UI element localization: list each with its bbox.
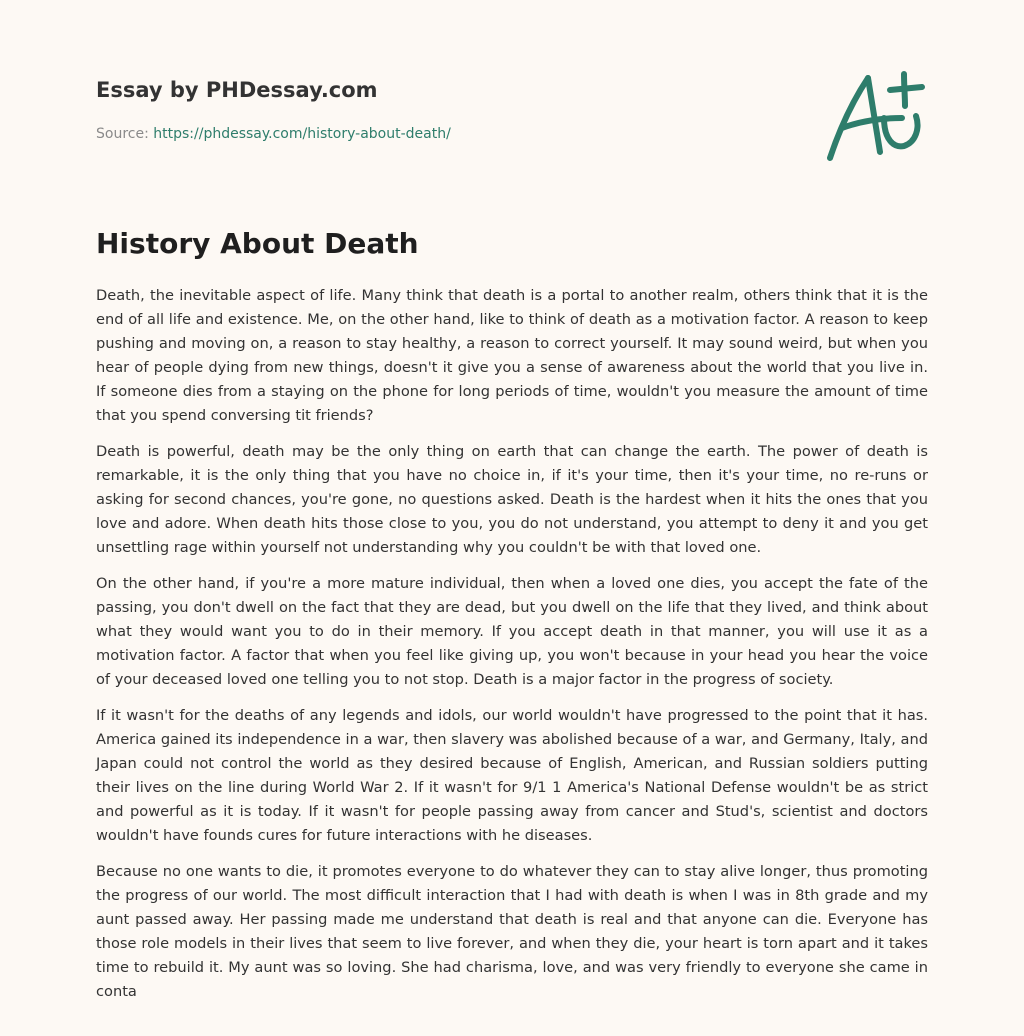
brand-title: Essay by PHDessay.com: [96, 78, 378, 102]
essay-paragraph: If it wasn't for the deaths of any legends and idols, our world wouldn't have progressed to the point that it has. America gained its independence in a war, then slavery was abolished because of a war, and Germany, Italy, and Japan could not control the world as they desired because of English, American, and Russian soldiers putting their lives on the line during World War 2. If it wasn't for 9/1 1 America's National Defense wouldn't be as strict and powerful as it is today. If it wasn't for people passing away from cancer and Stud's, scientist and doctors wouldn't have founds cures for future interactions with he diseases.: [96, 707, 928, 844]
source-line: [96, 124, 451, 144]
essay-paragraph: Because no one wants to die, it promotes everyone to do whatever they can to stay alive longer, thus promoting the progress of our world. The most difficult interaction that I had with death is when I was in 8th grade and my aunt passed away. Her passing made me understand that death is real and that anyone can die. Everyone has those role models in their lives that seem to live forever, and when they die, your heart is torn apart and it takes time to rebuild it. My aunt was so loving. She had charisma, love, and was very friendly to everyone she came in conta: [96, 863, 928, 1000]
source-link[interactable]: https://phdessay.com/history-about-death/: [153, 126, 451, 142]
essay-body: [96, 284, 928, 1016]
essay-paragraph: Death, the inevitable aspect of life. Many think that death is a portal to another realm, others think that it is the end of all life and existence. Me, on the other hand, like to think of death as a motivation factor. A reason to keep pushing and moving on, a reason to stay healthy, a reason to correct yourself. It may sound weird, but when you hear of people dying from new things, doesn't it give you a sense of awareness about the world that you live in. If someone dies from a staying on the phone for long periods of time, wouldn't you measure the amount of time that you spend conversing tit friends?: [96, 287, 928, 424]
essay-title: History About Death: [96, 227, 419, 260]
essay-paragraph: Death is powerful, death may be the only thing on earth that can change the earth. The power of death is remarkable, it is the only thing that you have no choice in, if it's your time, then it's your time, no re-runs or asking for second chances, you're gone, no questions asked. Death is the hardest when it hits the ones that you love and adore. When death hits those close to you, you do not understand, you attempt to deny it and you get unsettling rage within yourself not understanding why you couldn't be with that loved one.: [96, 443, 928, 556]
essay-paragraph: On the other hand, if you're a more mature individual, then when a loved one dies, you accept the fate of the passing, you don't dwell on the fact that they are dead, but you dwell on the life that they lived, and think about what they would want you to do in their memory. If you accept death in that manner, you will use it as a motivation factor. A factor that when you feel like giving up, you won't because in your head you hear the voice of your deceased loved one telling you to not stop. Death is a major factor in the progress of society.: [96, 575, 928, 688]
source-label: Source:: [96, 126, 154, 142]
a-plus-logo-icon: [818, 66, 930, 166]
page-header: [96, 76, 928, 142]
